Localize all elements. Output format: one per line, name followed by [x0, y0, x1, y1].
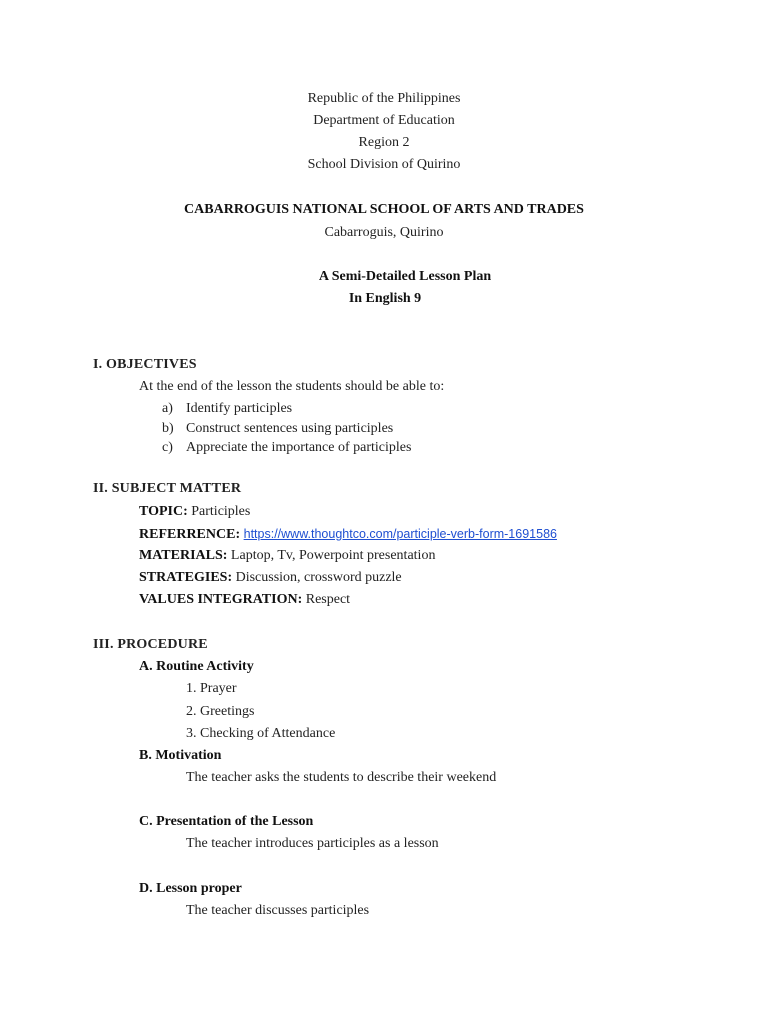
- objective-item: [162, 420, 393, 438]
- objectives-intro: At the end of the lesson the students should be able to:: [139, 379, 445, 394]
- plan-title: A Semi-Detailed Lesson Plan: [318, 269, 492, 284]
- materials-label: MATERIALS:: [139, 548, 228, 563]
- header-region: Region 2: [358, 135, 410, 150]
- presentation-title: C. Presentation of the Lesson: [139, 814, 314, 829]
- header-department: Department of Education: [313, 113, 455, 128]
- plan-subject: In English 9: [348, 291, 422, 306]
- school-name: CABARROGUIS NATIONAL SCHOOL OF ARTS AND TRADES: [184, 202, 584, 217]
- materials-value: Laptop, Tv, Powerpoint presentation: [230, 548, 436, 563]
- lesson-proper-text: The teacher discusses participles: [186, 903, 370, 918]
- routine-item: 3. Checking of Attendance: [186, 726, 336, 741]
- objectives-heading: I. OBJECTIVES: [93, 357, 197, 372]
- school-location: Cabarroguis, Quirino: [324, 225, 444, 240]
- presentation-text: The teacher introduces participles as a lesson: [186, 836, 439, 851]
- values-label: VALUES INTEGRATION:: [139, 592, 303, 607]
- routine-activity-title: A. Routine Activity: [139, 659, 254, 674]
- objective-text: Appreciate the importance of participles: [186, 440, 412, 455]
- reference-row: [139, 525, 557, 544]
- objective-text: Identify participles: [186, 401, 293, 416]
- subject-matter-heading: II. SUBJECT MATTER: [93, 481, 242, 496]
- objective-marker: a): [162, 401, 173, 416]
- routine-item: 1. Prayer: [186, 681, 237, 696]
- header-republic: Republic of the Philippines: [307, 91, 461, 106]
- objective-marker: c): [162, 440, 173, 455]
- motivation-text: The teacher asks the students to describe their weekend: [186, 770, 497, 785]
- materials-row: [139, 547, 435, 565]
- motivation-title: B. Motivation: [139, 748, 222, 763]
- objective-text: Construct sentences using participles: [186, 421, 394, 436]
- values-value: Respect: [305, 592, 351, 607]
- routine-item: 2. Greetings: [186, 704, 255, 719]
- lesson-proper-title: D. Lesson proper: [139, 881, 242, 896]
- strategies-label: STRATEGIES:: [139, 570, 233, 585]
- reference-label: REFERRENCE:: [139, 527, 241, 542]
- strategies-row: [139, 569, 402, 587]
- header-division: School Division of Quirino: [307, 157, 461, 172]
- objective-item: [162, 400, 292, 418]
- reference-link[interactable]: https://www.thoughtco.com/participle-verb-form-1691586: [243, 527, 557, 541]
- values-row: [139, 591, 350, 609]
- topic-value: Participles: [191, 504, 251, 519]
- procedure-heading: III. PROCEDURE: [93, 637, 208, 652]
- objective-marker: b): [162, 421, 174, 436]
- strategies-value: Discussion, crossword puzzle: [235, 570, 402, 585]
- objective-item: [162, 439, 411, 457]
- topic-label: TOPIC:: [139, 504, 188, 519]
- topic-row: [139, 503, 250, 521]
